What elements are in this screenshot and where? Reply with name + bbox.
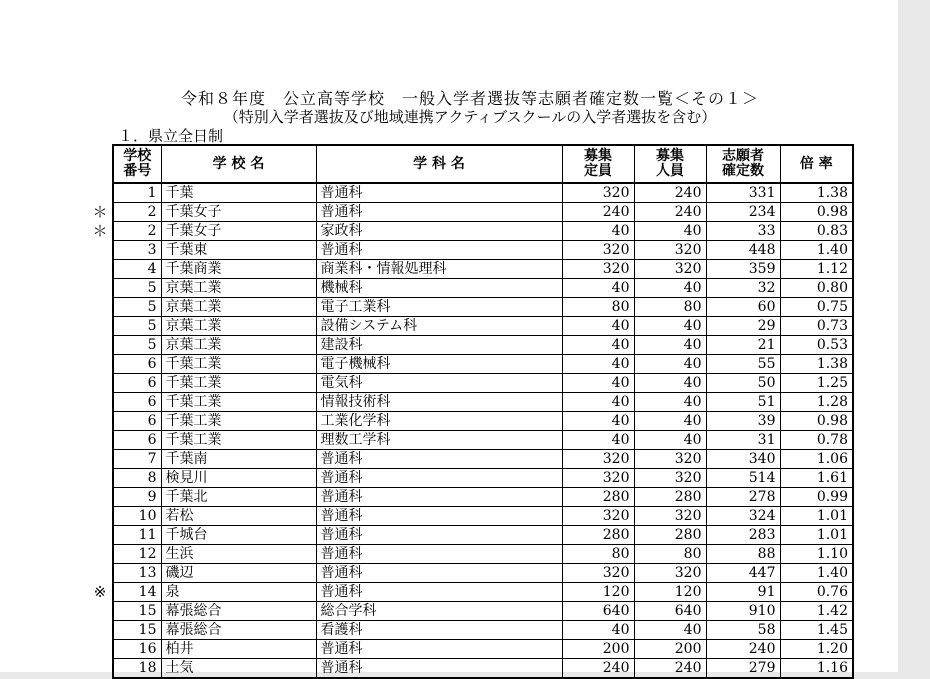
cell-school-no: 6 — [113, 412, 161, 431]
cell-school-no: 9 — [113, 488, 161, 507]
header-applicants: 志願者 確定数 — [706, 145, 780, 183]
cell-applicants: 58 — [706, 621, 780, 640]
cell-course-name: 普通科 — [316, 488, 562, 507]
cell-recruit: 40 — [634, 279, 706, 298]
cell-capacity: 40 — [562, 222, 634, 241]
cell-school-no: 7 — [113, 450, 161, 469]
cell-capacity: 320 — [562, 260, 634, 279]
row-mark — [88, 621, 112, 640]
cell-course-name: 総合学科 — [316, 602, 562, 621]
cell-recruit: 320 — [634, 241, 706, 260]
table-row — [113, 431, 853, 450]
cell-applicants: 279 — [706, 659, 780, 679]
table-row — [113, 336, 853, 355]
cell-recruit: 320 — [634, 564, 706, 583]
cell-school-name: 千葉工業 — [161, 431, 316, 450]
cell-applicants: 359 — [706, 260, 780, 279]
cell-applicants: 39 — [706, 412, 780, 431]
cell-ratio: 0.73 — [780, 317, 853, 336]
cell-course-name: 設備システム科 — [316, 317, 562, 336]
cell-recruit: 320 — [634, 450, 706, 469]
table-row — [113, 640, 853, 659]
cell-course-name: 情報技術科 — [316, 393, 562, 412]
cell-recruit: 280 — [634, 488, 706, 507]
table-row — [113, 355, 853, 374]
cell-school-name: 千葉北 — [161, 488, 316, 507]
cell-recruit: 320 — [634, 469, 706, 488]
cell-school-name: 柏井 — [161, 640, 316, 659]
cell-capacity: 320 — [562, 450, 634, 469]
cell-applicants: 448 — [706, 241, 780, 260]
cell-applicants: 324 — [706, 507, 780, 526]
cell-ratio: 0.80 — [780, 279, 853, 298]
cell-school-name: 磯辺 — [161, 564, 316, 583]
row-marks-column — [88, 183, 112, 678]
cell-ratio: 1.38 — [780, 183, 853, 203]
cell-course-name: 普通科 — [316, 583, 562, 602]
cell-recruit: 320 — [634, 507, 706, 526]
cell-capacity: 40 — [562, 412, 634, 431]
cell-applicants: 51 — [706, 393, 780, 412]
cell-capacity: 40 — [562, 621, 634, 640]
cell-school-name: 泉 — [161, 583, 316, 602]
cell-course-name: 工業化学科 — [316, 412, 562, 431]
cell-capacity: 40 — [562, 279, 634, 298]
cell-school-name: 千葉南 — [161, 450, 316, 469]
cell-school-name: 土気 — [161, 659, 316, 679]
viewer-scroll-gutter[interactable] — [898, 0, 930, 672]
table-row — [113, 222, 853, 241]
table-row — [113, 564, 853, 583]
cell-capacity: 320 — [562, 241, 634, 260]
header-recruit: 募集 人員 — [634, 145, 706, 183]
header-course-name: 学 科 名 — [316, 145, 562, 183]
row-mark — [88, 659, 112, 679]
row-mark — [88, 450, 112, 469]
row-mark — [88, 241, 112, 260]
table-row — [113, 412, 853, 431]
cell-recruit: 80 — [634, 298, 706, 317]
cell-school-no: 5 — [113, 336, 161, 355]
row-mark — [88, 355, 112, 374]
cell-school-name: 千葉女子 — [161, 203, 316, 222]
row-mark — [88, 317, 112, 336]
table-row — [113, 374, 853, 393]
cell-recruit: 40 — [634, 336, 706, 355]
cell-ratio: 0.76 — [780, 583, 853, 602]
cell-course-name: 理数工学科 — [316, 431, 562, 450]
cell-capacity: 320 — [562, 183, 634, 203]
cell-capacity: 240 — [562, 659, 634, 679]
cell-school-no: 1 — [113, 183, 161, 203]
cell-school-no: 6 — [113, 355, 161, 374]
cell-ratio: 1.28 — [780, 393, 853, 412]
cell-ratio: 1.10 — [780, 545, 853, 564]
cell-school-name: 生浜 — [161, 545, 316, 564]
cell-capacity: 40 — [562, 317, 634, 336]
cell-recruit: 40 — [634, 431, 706, 450]
header-school-name: 学 校 名 — [161, 145, 316, 183]
table-row — [113, 203, 853, 222]
cell-applicants: 278 — [706, 488, 780, 507]
cell-school-name: 千葉工業 — [161, 374, 316, 393]
cell-applicants: 447 — [706, 564, 780, 583]
cell-school-no: 4 — [113, 260, 161, 279]
header-ratio: 倍 率 — [780, 145, 853, 183]
cell-school-name: 京葉工業 — [161, 298, 316, 317]
row-mark — [88, 545, 112, 564]
cell-school-no: 5 — [113, 317, 161, 336]
cell-ratio: 1.40 — [780, 241, 853, 260]
cell-school-no: 15 — [113, 602, 161, 621]
cell-capacity: 120 — [562, 583, 634, 602]
cell-school-name: 千葉女子 — [161, 222, 316, 241]
cell-ratio: 1.20 — [780, 640, 853, 659]
cell-ratio: 1.01 — [780, 526, 853, 545]
row-mark — [88, 336, 112, 355]
cell-course-name: 普通科 — [316, 469, 562, 488]
table-row — [113, 545, 853, 564]
cell-capacity: 80 — [562, 298, 634, 317]
row-mark — [88, 526, 112, 545]
cell-school-no: 18 — [113, 659, 161, 679]
cell-ratio: 1.25 — [780, 374, 853, 393]
cell-course-name: 普通科 — [316, 564, 562, 583]
cell-school-name: 京葉工業 — [161, 279, 316, 298]
cell-ratio: 0.98 — [780, 203, 853, 222]
table-body — [113, 183, 853, 678]
cell-ratio: 1.16 — [780, 659, 853, 679]
cell-school-no: 2 — [113, 203, 161, 222]
cell-capacity: 640 — [562, 602, 634, 621]
cell-school-no: 6 — [113, 393, 161, 412]
cell-school-name: 千城台 — [161, 526, 316, 545]
cell-applicants: 55 — [706, 355, 780, 374]
cell-school-no: 3 — [113, 241, 161, 260]
cell-school-no: 2 — [113, 222, 161, 241]
cell-school-name: 千葉東 — [161, 241, 316, 260]
row-mark — [88, 279, 112, 298]
cell-capacity: 40 — [562, 374, 634, 393]
row-mark — [88, 412, 112, 431]
cell-school-no: 6 — [113, 374, 161, 393]
cell-ratio: 1.12 — [780, 260, 853, 279]
cell-recruit: 200 — [634, 640, 706, 659]
table-row — [113, 317, 853, 336]
cell-course-name: 普通科 — [316, 640, 562, 659]
cell-applicants: 91 — [706, 583, 780, 602]
cell-applicants: 234 — [706, 203, 780, 222]
cell-ratio: 0.75 — [780, 298, 853, 317]
cell-applicants: 340 — [706, 450, 780, 469]
cell-ratio: 1.42 — [780, 602, 853, 621]
cell-school-name: 千葉 — [161, 183, 316, 203]
cell-course-name: 普通科 — [316, 507, 562, 526]
cell-school-name: 千葉工業 — [161, 393, 316, 412]
cell-course-name: 普通科 — [316, 241, 562, 260]
cell-course-name: 普通科 — [316, 526, 562, 545]
cell-ratio: 1.40 — [780, 564, 853, 583]
cell-applicants: 240 — [706, 640, 780, 659]
row-mark: ＊ — [92, 221, 108, 240]
cell-ratio: 0.98 — [780, 412, 853, 431]
cell-recruit: 80 — [634, 545, 706, 564]
cell-ratio: 1.61 — [780, 469, 853, 488]
cell-ratio: 0.78 — [780, 431, 853, 450]
cell-course-name: 家政科 — [316, 222, 562, 241]
cell-applicants: 910 — [706, 602, 780, 621]
row-mark — [88, 488, 112, 507]
document-subtitle: （特別入学者選抜及び地域連携アクティブスクールの入学者選抜を含む） — [223, 108, 717, 126]
cell-school-no: 8 — [113, 469, 161, 488]
document-title: 令和８年度 公立高等学校 一般入学者選抜等志願者確定数一覧＜その１＞ — [180, 89, 759, 108]
cell-course-name: 普通科 — [316, 659, 562, 679]
table-row — [113, 469, 853, 488]
cell-recruit: 40 — [634, 374, 706, 393]
table-row — [113, 621, 853, 640]
cell-recruit: 120 — [634, 583, 706, 602]
cell-ratio: 0.83 — [780, 222, 853, 241]
table-row — [113, 241, 853, 260]
cell-course-name: 看護科 — [316, 621, 562, 640]
cell-ratio: 0.53 — [780, 336, 853, 355]
cell-ratio: 1.06 — [780, 450, 853, 469]
table-row — [113, 526, 853, 545]
cell-applicants: 31 — [706, 431, 780, 450]
cell-course-name: 普通科 — [316, 545, 562, 564]
applicants-table — [112, 144, 854, 679]
cell-capacity: 40 — [562, 355, 634, 374]
cell-capacity: 320 — [562, 564, 634, 583]
cell-school-name: 幕張総合 — [161, 621, 316, 640]
row-mark — [88, 564, 112, 583]
cell-recruit: 320 — [634, 260, 706, 279]
row-mark — [88, 374, 112, 393]
cell-school-name: 京葉工業 — [161, 336, 316, 355]
cell-school-no: 11 — [113, 526, 161, 545]
cell-ratio: 0.99 — [780, 488, 853, 507]
cell-applicants: 32 — [706, 279, 780, 298]
cell-course-name: 建設科 — [316, 336, 562, 355]
cell-school-no: 10 — [113, 507, 161, 526]
cell-capacity: 280 — [562, 526, 634, 545]
cell-applicants: 514 — [706, 469, 780, 488]
cell-capacity: 280 — [562, 488, 634, 507]
cell-school-name: 幕張総合 — [161, 602, 316, 621]
table-row — [113, 488, 853, 507]
cell-recruit: 40 — [634, 412, 706, 431]
cell-school-no: 5 — [113, 298, 161, 317]
row-mark — [88, 431, 112, 450]
cell-capacity: 320 — [562, 469, 634, 488]
cell-recruit: 640 — [634, 602, 706, 621]
cell-school-name: 千葉工業 — [161, 412, 316, 431]
cell-recruit: 40 — [634, 222, 706, 241]
table-row — [113, 583, 853, 602]
cell-school-no: 13 — [113, 564, 161, 583]
cell-applicants: 50 — [706, 374, 780, 393]
row-mark — [88, 602, 112, 621]
row-mark — [88, 260, 112, 279]
cell-course-name: 機械科 — [316, 279, 562, 298]
table-row — [113, 507, 853, 526]
cell-ratio: 1.38 — [780, 355, 853, 374]
cell-applicants: 283 — [706, 526, 780, 545]
table-row — [113, 260, 853, 279]
table-header-row — [113, 145, 853, 183]
row-mark — [88, 469, 112, 488]
table-row — [113, 450, 853, 469]
cell-applicants: 88 — [706, 545, 780, 564]
cell-capacity: 240 — [562, 203, 634, 222]
table-row — [113, 659, 853, 679]
section-heading: １．県立全日制 — [118, 127, 224, 145]
row-mark — [88, 183, 112, 203]
cell-course-name: 普通科 — [316, 183, 562, 203]
cell-capacity: 320 — [562, 507, 634, 526]
cell-ratio: 1.45 — [780, 621, 853, 640]
table-row — [113, 602, 853, 621]
cell-applicants: 33 — [706, 222, 780, 241]
row-mark — [88, 507, 112, 526]
cell-course-name: 電子機械科 — [316, 355, 562, 374]
cell-recruit: 240 — [634, 183, 706, 203]
row-mark — [88, 640, 112, 659]
cell-recruit: 40 — [634, 317, 706, 336]
cell-capacity: 40 — [562, 336, 634, 355]
cell-school-no: 16 — [113, 640, 161, 659]
cell-school-no: 12 — [113, 545, 161, 564]
cell-recruit: 280 — [634, 526, 706, 545]
cell-course-name: 普通科 — [316, 450, 562, 469]
cell-recruit: 40 — [634, 621, 706, 640]
row-mark: ※ — [93, 582, 107, 601]
cell-applicants: 21 — [706, 336, 780, 355]
cell-school-name: 検見川 — [161, 469, 316, 488]
cell-school-no: 14 — [113, 583, 161, 602]
cell-school-name: 千葉商業 — [161, 260, 316, 279]
cell-capacity: 80 — [562, 545, 634, 564]
cell-school-name: 千葉工業 — [161, 355, 316, 374]
table-row — [113, 279, 853, 298]
cell-school-no: 5 — [113, 279, 161, 298]
table-row — [113, 183, 853, 203]
row-mark: ＊ — [92, 202, 108, 221]
header-capacity: 募集 定員 — [562, 145, 634, 183]
cell-capacity: 40 — [562, 431, 634, 450]
cell-school-name: 京葉工業 — [161, 317, 316, 336]
table-row — [113, 298, 853, 317]
cell-applicants: 29 — [706, 317, 780, 336]
cell-capacity: 40 — [562, 393, 634, 412]
row-mark — [88, 298, 112, 317]
cell-school-no: 6 — [113, 431, 161, 450]
cell-school-name: 若松 — [161, 507, 316, 526]
cell-course-name: 商業科・情報処理科 — [316, 260, 562, 279]
cell-course-name: 電子工業科 — [316, 298, 562, 317]
cell-recruit: 40 — [634, 355, 706, 374]
cell-recruit: 40 — [634, 393, 706, 412]
cell-applicants: 331 — [706, 183, 780, 203]
header-school-no: 学校 番号 — [113, 145, 161, 183]
row-mark — [88, 393, 112, 412]
cell-ratio: 1.01 — [780, 507, 853, 526]
cell-recruit: 240 — [634, 203, 706, 222]
cell-recruit: 240 — [634, 659, 706, 679]
table-row — [113, 393, 853, 412]
cell-applicants: 60 — [706, 298, 780, 317]
cell-capacity: 200 — [562, 640, 634, 659]
cell-course-name: 電気科 — [316, 374, 562, 393]
cell-course-name: 普通科 — [316, 203, 562, 222]
cell-school-no: 15 — [113, 621, 161, 640]
